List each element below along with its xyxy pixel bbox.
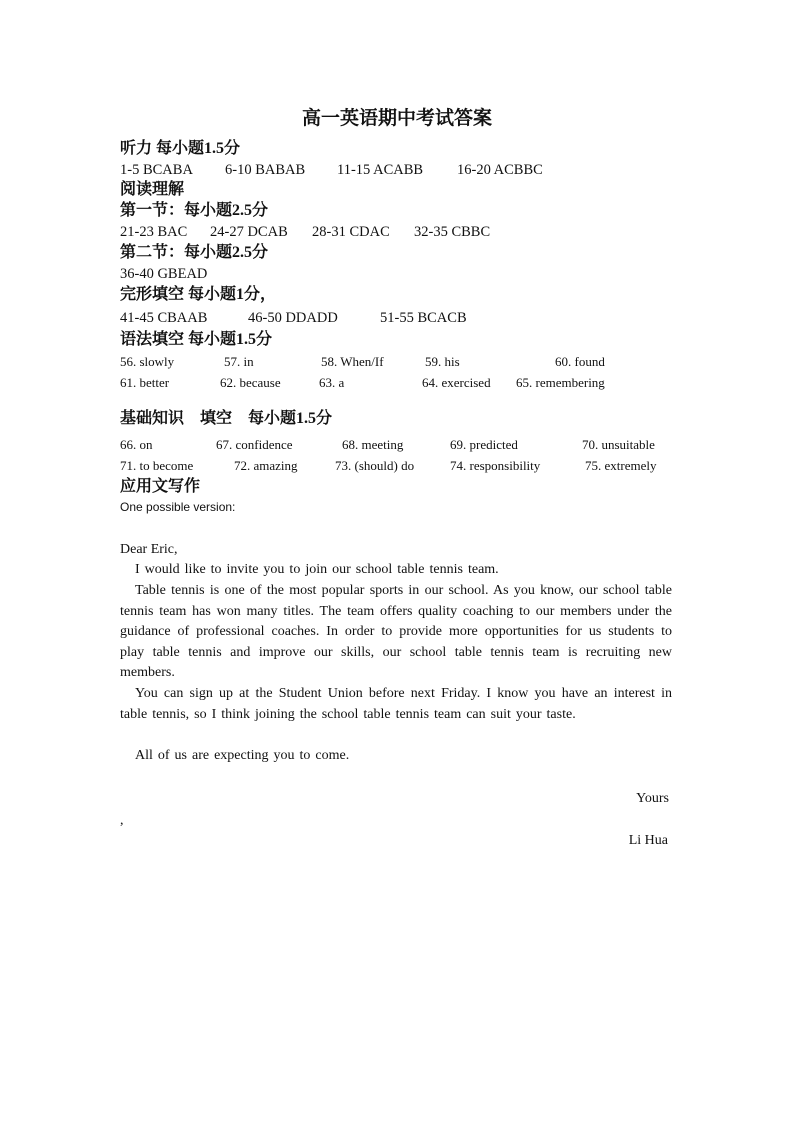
grammar-heading: 语法填空 每小题1.5分 <box>120 331 273 348</box>
letter-paragraph: All of us are expecting you to come. <box>135 748 350 763</box>
page-title: 高一英语期中考试答案 <box>301 108 492 129</box>
answer-group: 16-20 ACBBC <box>457 162 543 178</box>
letter-comma: , <box>120 813 124 828</box>
letter-salutation: Dear Eric, <box>120 542 178 557</box>
grammar-answer: 62. because <box>220 375 281 390</box>
answer-group: 32-35 CBBC <box>414 224 491 240</box>
basics-answer: 72. amazing <box>234 458 298 473</box>
grammar-answer: 57. in <box>224 354 254 369</box>
answer-group: 36-40 GBEAD <box>120 266 208 282</box>
letter-paragraph: You can sign up at the Student Union before next Friday. I know you have an interest in table tennis, so I think joining the school table tennis team can suit your taste. <box>120 686 672 722</box>
basics-answer: 68. meeting <box>342 437 404 452</box>
basics-answer: 74. responsibility <box>450 458 541 473</box>
basics-answer: 67. confidence <box>216 437 293 452</box>
answer-group: 21-23 BAC <box>120 224 188 240</box>
grammar-answer: 63. a <box>319 375 345 390</box>
cloze-heading: 完形填空 每小题1分， <box>120 286 277 303</box>
answer-group: 24-27 DCAB <box>210 224 288 240</box>
grammar-answer: 58. When/If <box>321 354 384 369</box>
answer-group: 1-5 BCABA <box>120 162 193 178</box>
grammar-answer: 60. found <box>555 354 605 369</box>
writing-intro: One possible version: <box>120 500 236 514</box>
answer-group: 6-10 BABAB <box>225 162 306 178</box>
basics-answer: 69. predicted <box>450 437 518 452</box>
basics-heading: 基础知识 填空 每小题1.5分 <box>120 410 333 427</box>
grammar-answer: 59. his <box>425 354 460 369</box>
basics-answer: 75. extremely <box>585 458 657 473</box>
answer-group: 28-31 CDAC <box>312 224 390 240</box>
basics-answer: 70. unsuitable <box>582 437 655 452</box>
answer-group: 41-45 CBAAB <box>120 310 208 326</box>
answer-group: 11-15 ACABB <box>337 162 424 178</box>
letter-closing: Yours <box>636 791 669 806</box>
answer-group: 46-50 DDADD <box>248 310 338 326</box>
letter-paragraph: Table tennis is one of the most popular sports in our school. As you know, our school table tennis team has won many titles. The team offers quality coaching to our members under the guidance of professional coaches. In order to provide more opportunities for us students to play table tennis and improve our skills, our school table tennis team is recruiting new members. <box>120 583 672 681</box>
letter-paragraph: I would like to invite you to join our school table tennis team. <box>135 562 499 577</box>
answer-group: 51-55 BCACB <box>380 310 467 326</box>
grammar-answer: 65. remembering <box>516 375 605 390</box>
grammar-answer: 56. slowly <box>120 354 175 369</box>
listening-heading: 听力 每小题1.5分 <box>120 140 241 157</box>
grammar-answer: 64. exercised <box>422 375 491 390</box>
letter-signature: Li Hua <box>628 833 668 848</box>
basics-answer: 71. to become <box>120 458 194 473</box>
basics-answer: 73. (should) do <box>335 458 415 473</box>
reading-section2-heading: 第二节：每小题2.5分 <box>120 244 269 261</box>
writing-heading: 应用文写作 <box>120 478 201 495</box>
reading-heading: 阅读理解 <box>120 181 185 198</box>
reading-section1-heading: 第一节：每小题2.5分 <box>120 202 269 219</box>
basics-answer: 66. on <box>120 437 153 452</box>
grammar-answer: 61. better <box>120 375 170 390</box>
